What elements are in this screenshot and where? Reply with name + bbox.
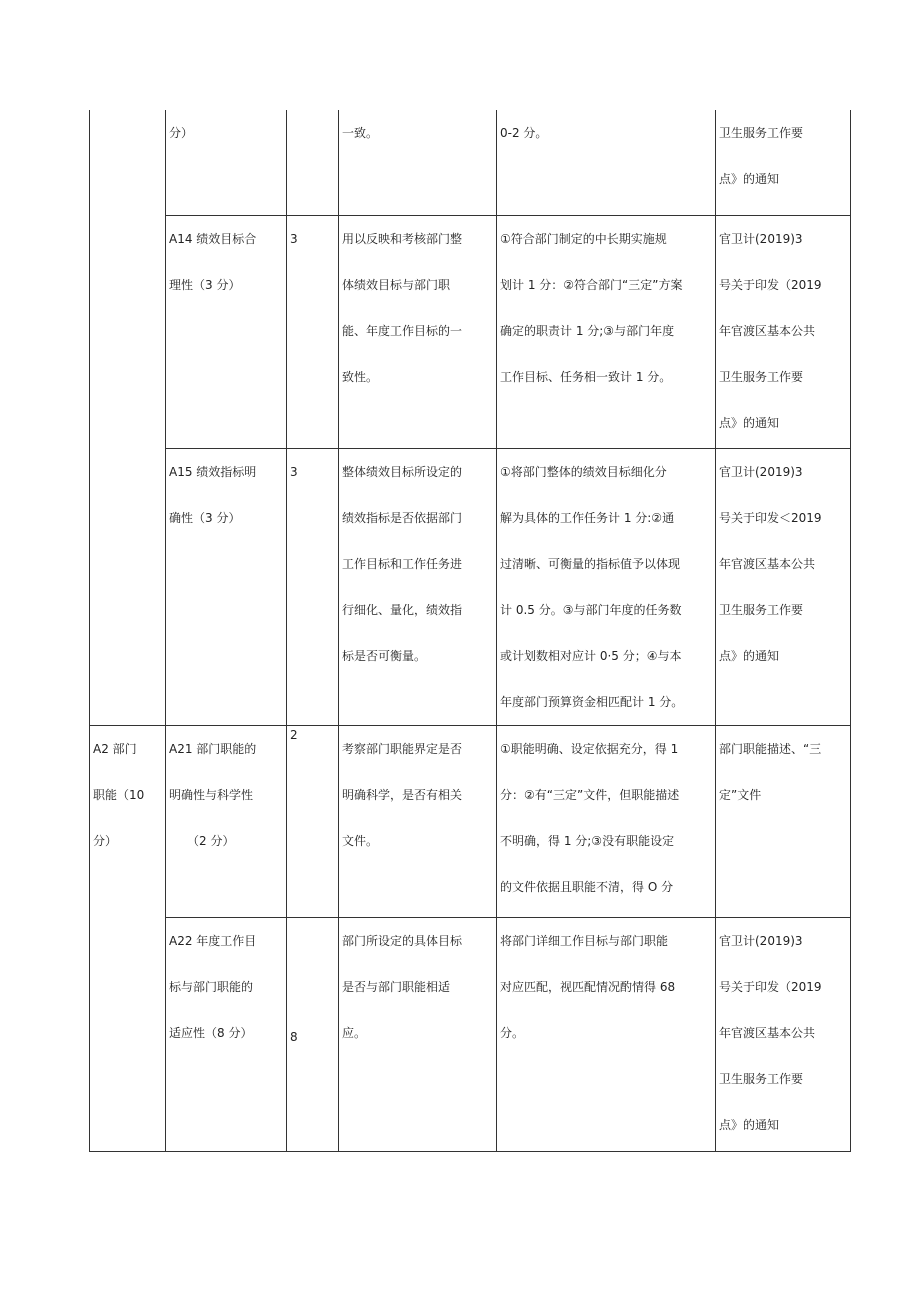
table-row: [90, 917, 851, 1151]
explanation-cell: 整体绩效目标所设定的 绩效指标是否依据部门 工作目标和工作任务进 行细化、量化，绩效指 标是否可衡量。: [339, 448, 497, 725]
indicator-cell: A14 绩效目标合 理性（3 分）: [166, 215, 287, 448]
criteria-cell: 将部门详细工作目标与部门职能 对应匹配，视匹配情况酌情得 68 分。: [497, 917, 716, 1151]
basis-cell: 部门职能描述、“三 定”文件: [716, 725, 851, 917]
criteria-cell: ①将部门整体的绩效目标细化分 解为具体的工作任务计 1 分:②通 过清晰、可衡量的指标值予以体现 计 0.5 分。③与部门年度的任务数 或计划数相对应计 0·5 分；④与本 年度部门预算资金相匹配计 1 分。: [497, 448, 716, 725]
table-row: [90, 110, 851, 215]
weight-cell: [287, 110, 339, 215]
indicator-cell: A22 年度工作目 标与部门职能的 适应性（8 分）: [166, 917, 287, 1151]
basis-cell: 官卫计(2019)3 号关于印发＜2019 年官渡区基本公共 卫生服务工作要 点》的通知: [716, 448, 851, 725]
explanation-cell: 用以反映和考核部门整 体绩效目标与部门职 能、年度工作目标的一 致性。: [339, 215, 497, 448]
basis-cell: 官卫计(2019)3 号关于印发（2019 年官渡区基本公共 卫生服务工作要 点》的通知: [716, 917, 851, 1151]
table-row: [90, 448, 851, 725]
weight-cell: 8: [287, 917, 339, 1151]
basis-cell: 官卫计(2019)3 号关于印发（2019 年官渡区基本公共 卫生服务工作要 点》的通知: [716, 215, 851, 448]
explanation-cell: 部门所设定的具体目标 是否与部门职能相适 应。: [339, 917, 497, 1151]
weight-cell: 3: [287, 215, 339, 448]
weight-cell: 2: [287, 725, 339, 917]
explanation-cell: 考察部门职能界定是否 明确科学，是否有相关 文件。: [339, 725, 497, 917]
explanation-cell: 一致。: [339, 110, 497, 215]
criteria-cell: ①符合部门制定的中长期实施规 划计 1 分：②符合部门“三定”方案 确定的职责计 1 分;③与部门年度 工作目标、任务相一致计 1 分。: [497, 215, 716, 448]
criteria-cell: 0-2 分。: [497, 110, 716, 215]
table-row: [90, 725, 851, 917]
category-cell: A2 部门 职能（10 分）: [90, 725, 166, 1151]
table-body: [90, 110, 851, 1151]
indicator-cell: 分）: [166, 110, 287, 215]
evaluation-table: [89, 110, 851, 1152]
basis-cell: 卫生服务工作要 点》的通知: [716, 110, 851, 215]
table-row: [90, 215, 851, 448]
indicator-cell: A21 部门职能的 明确性与科学性 （2 分）: [166, 725, 287, 917]
category-cell: [90, 110, 166, 725]
criteria-cell: ①职能明确、设定依据充分，得 1 分：②有“三定”文件，但职能描述 不明确，得 1 分;③没有职能设定 的文件依据且职能不清，得 O 分: [497, 725, 716, 917]
indicator-cell: A15 绩效指标明 确性（3 分）: [166, 448, 287, 725]
weight-cell: 3: [287, 448, 339, 725]
